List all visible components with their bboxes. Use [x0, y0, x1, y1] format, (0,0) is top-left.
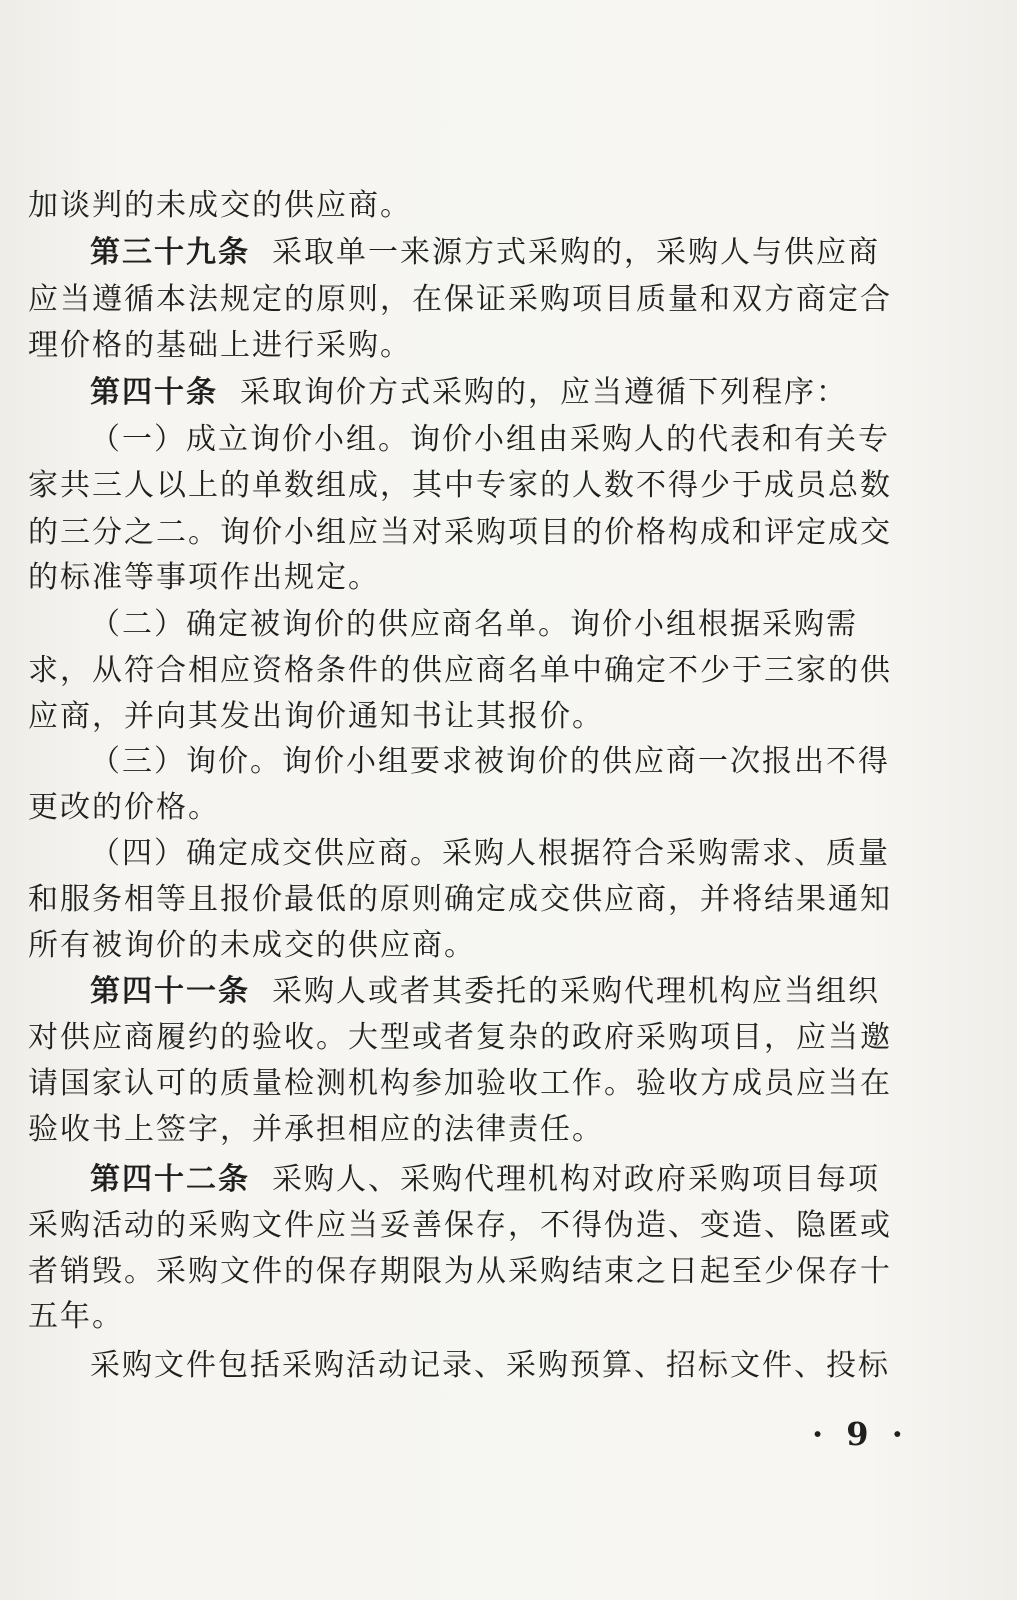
text-line: 者销毁。采购文件的保存期限为从采购结束之日起至少保存十 [28, 1254, 892, 1289]
text-line: 对供应商履约的验收。大型或者复杂的政府采购项目，应当邀 [28, 1020, 892, 1055]
text-line: 理价格的基础上进行采购。 [28, 328, 412, 363]
text-line: 更改的价格。 [28, 790, 220, 825]
text-line: 的三分之二。询价小组应当对采购项目的价格构成和评定成交 [28, 515, 892, 550]
text-line: 应当遵循本法规定的原则，在保证采购项目质量和双方商定合 [28, 282, 892, 317]
article-heading: 第四十一条 [90, 974, 250, 1009]
article-line: 第四十条 采取询价方式采购的，应当遵循下列程序： [90, 375, 848, 410]
article-heading: 第四十二条 [90, 1162, 250, 1197]
article-heading: 第四十条 [90, 375, 218, 410]
text-line: 五年。 [28, 1299, 124, 1334]
text-line: 请国家认可的质量检测机构参加验收工作。验收方成员应当在 [28, 1066, 892, 1101]
text-line: （三）询价。询价小组要求被询价的供应商一次报出不得 [90, 744, 890, 779]
text-line: 采购活动的采购文件应当妥善保存，不得伪造、变造、隐匿或 [28, 1208, 892, 1243]
text-line: 验收书上签字，并承担相应的法律责任。 [28, 1112, 604, 1147]
text-line: 应商，并向其发出询价通知书让其报价。 [28, 699, 604, 734]
text-line: （四）确定成交供应商。采购人根据符合采购需求、质量 [90, 836, 890, 871]
text-line: （二）确定被询价的供应商名单。询价小组根据采购需 [90, 607, 858, 642]
article-line: 第四十一条 采购人或者其委托的采购代理机构应当组织 [90, 974, 880, 1009]
page-number: · 9 · [812, 1415, 909, 1453]
article-line: 第四十二条 采购人、采购代理机构对政府采购项目每项 [90, 1162, 880, 1197]
text-line: 求，从符合相应资格条件的供应商名单中确定不少于三家的供 [28, 653, 892, 688]
text-line: 加谈判的未成交的供应商。 [28, 188, 412, 223]
text-line: 所有被询价的未成交的供应商。 [28, 928, 476, 963]
text-line: 采购文件包括采购活动记录、采购预算、招标文件、投标 [90, 1348, 890, 1383]
article-heading: 第三十九条 [90, 235, 250, 270]
text-line: 和服务相等且报价最低的原则确定成交供应商，并将结果通知 [28, 882, 892, 917]
text-line: 家共三人以上的单数组成，其中专家的人数不得少于成员总数 [28, 468, 892, 503]
article-line: 第三十九条 采取单一来源方式采购的，采购人与供应商 [90, 235, 880, 270]
text-line: 的标准等事项作出规定。 [28, 560, 380, 595]
text-line: （一）成立询价小组。询价小组由采购人的代表和有关专 [90, 422, 890, 457]
